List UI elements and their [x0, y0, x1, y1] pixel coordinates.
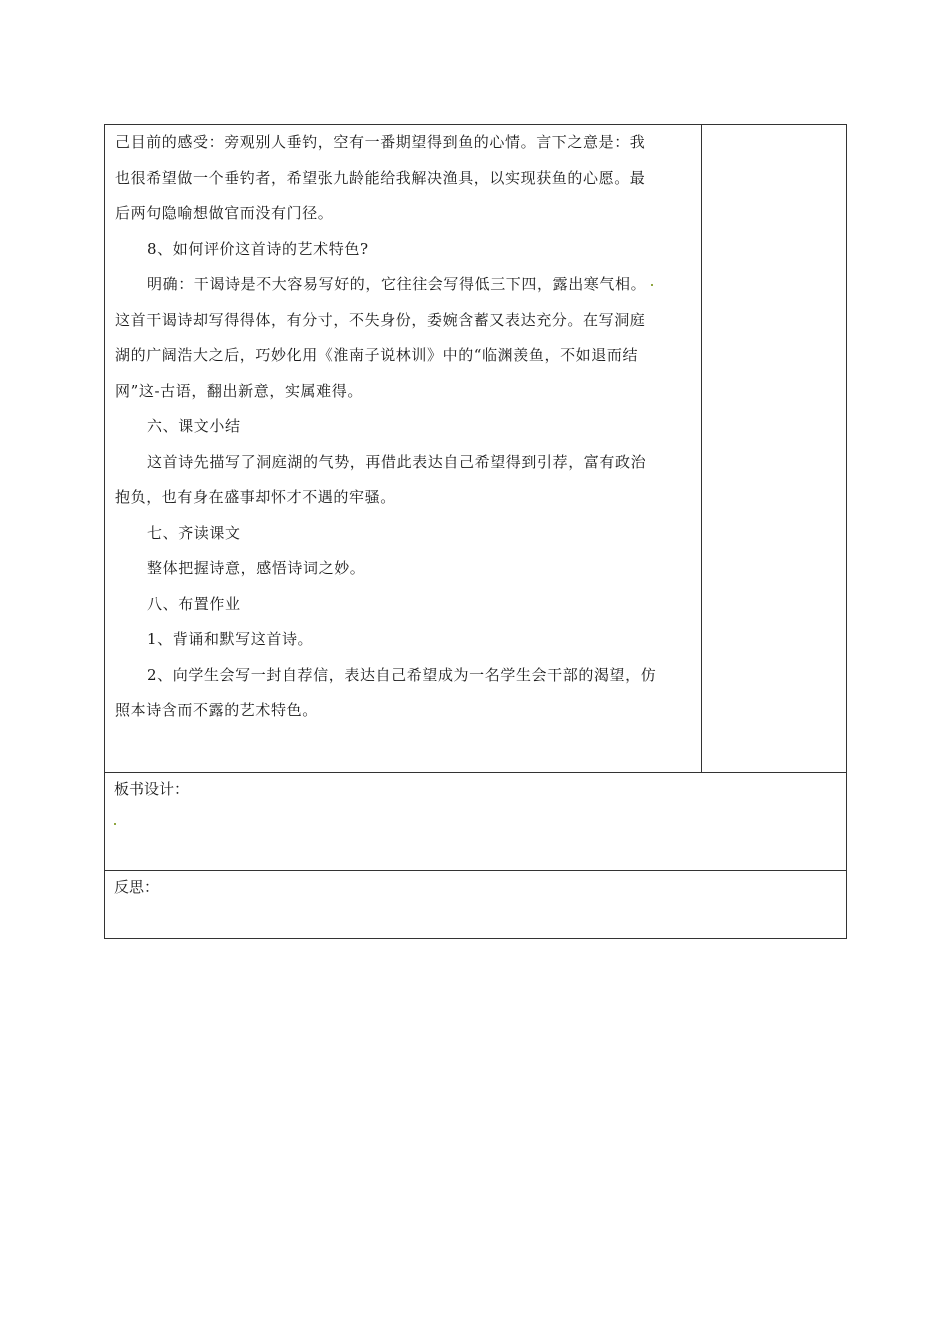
speck-mark [114, 823, 116, 825]
board-design-label: 板书设计： [114, 780, 190, 798]
text-line: 后两句隐喻想做官而没有门径。 [115, 204, 334, 222]
text-line: 这首干谒诗却写得得体，有分寸，不失身份，委婉含蓄又表达充分。在写洞庭 [115, 310, 646, 329]
section-heading-summary: 六、课文小结 [147, 417, 241, 435]
reflection-label: 反思： [114, 878, 160, 896]
homework-item: 2、向学生会写一封自荐信，表达自己希望成为一名学生会干部的渴望，仿 [147, 665, 657, 684]
text-line: 这首诗先描写了洞庭湖的气势，再借此表达自己希望得到引荐，富有政治 [147, 452, 647, 471]
speck-mark [651, 284, 653, 286]
text-line: 己目前的感受：旁观别人垂钓，空有一番期望得到鱼的心情。言下之意是：我 [115, 133, 646, 151]
answer-text: 明确：干谒诗是不大容易写好的，它往往会写得低三下四，露出寒气相。 [147, 275, 647, 293]
text-line: 整体把握诗意，感悟诗词之妙。 [147, 559, 366, 577]
answer-line [115, 267, 693, 303]
reflection-cell [105, 871, 847, 939]
reflection-row [105, 871, 847, 939]
board-row [105, 773, 847, 871]
board-design-cell [105, 773, 847, 871]
section-heading-reading: 七、齐读课文 [147, 523, 241, 542]
text-line: 照本诗含而不露的艺术特色。 [115, 701, 318, 719]
lesson-text [115, 125, 693, 729]
question-heading: 8、如何评价这首诗的艺术特色? [147, 239, 369, 258]
text-line: 网”这-古语，翻出新意，实属难得。 [115, 381, 363, 400]
text-line: 湖的广阔浩大之后，巧妙化用《淮南子说林训》中的“临渊羡鱼，不如退而结 [115, 346, 639, 364]
text-line: 抱负，也有身在盛事却怀才不遇的牢骚。 [115, 488, 396, 506]
text-line: 也很希望做一个垂钓者，希望张九龄能给我解决渔具，以实现获鱼的心愿。最 [115, 168, 646, 187]
notes-cell [702, 125, 847, 773]
homework-item: 1、背诵和默写这首诗。 [147, 630, 314, 648]
section-heading-homework: 八、布置作业 [147, 594, 241, 613]
lesson-content-cell [105, 125, 702, 773]
lesson-plan-table [104, 124, 847, 939]
content-row [105, 125, 847, 773]
